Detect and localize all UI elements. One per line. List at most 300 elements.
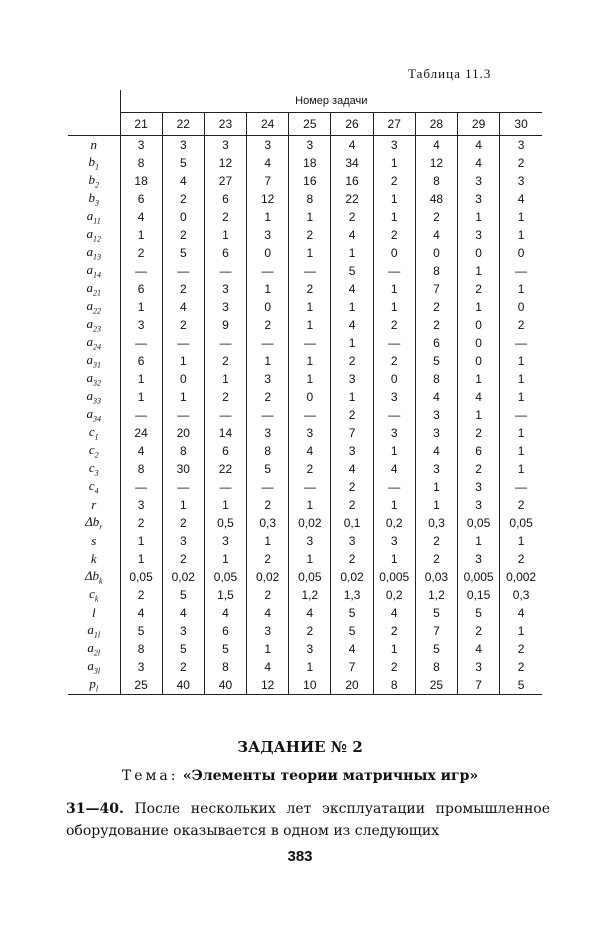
table-cell: 1,5: [204, 586, 246, 604]
table-cell: —: [204, 334, 246, 352]
table-cell: 2: [500, 550, 542, 568]
table-cell: 9: [204, 316, 246, 334]
column-header: 24: [247, 113, 289, 136]
table-cell: 2: [458, 460, 500, 478]
table-cell: 1: [458, 406, 500, 424]
table-cell: 1,2: [289, 586, 331, 604]
table-cell: 0: [247, 298, 289, 316]
table-cell: 1: [373, 640, 415, 658]
table-cell: —: [247, 478, 289, 496]
table-cell: 1: [289, 316, 331, 334]
table-cell: 4: [162, 172, 204, 190]
row-label-subscript: 1l: [93, 630, 101, 640]
table-cell: 1: [120, 370, 162, 388]
table-cell: 3: [373, 532, 415, 550]
row-label-symbol: l: [91, 605, 96, 620]
row-label-symbol: c: [89, 586, 95, 602]
topic-value: «Элементы теории матричных игр»: [182, 768, 479, 784]
table-cell: 1: [247, 352, 289, 370]
table-cell: 2: [162, 550, 204, 568]
table-cell: 2: [458, 424, 500, 442]
table-cell: —: [162, 334, 204, 352]
table-cell: 0,002: [500, 568, 542, 586]
row-label: [68, 676, 120, 695]
table-cell: 2: [120, 244, 162, 262]
table-cell: 0,03: [415, 568, 457, 586]
table-cell: 3: [373, 424, 415, 442]
table-row: [68, 478, 542, 496]
table-row: [68, 262, 542, 280]
row-label-symbol: r: [91, 497, 97, 512]
row-label-subscript: 21: [93, 288, 101, 298]
table-cell: 3: [331, 442, 373, 460]
table-cell: 4: [289, 442, 331, 460]
table-cell: 7: [247, 172, 289, 190]
table-cell: 1: [373, 496, 415, 514]
table-cell: 1: [247, 640, 289, 658]
row-label-symbol: b: [88, 154, 95, 170]
table-cell: 4: [162, 604, 204, 622]
table-row: [68, 388, 542, 406]
table-cell: 5: [120, 622, 162, 640]
table-cell: 5: [331, 604, 373, 622]
table-cell: 0,02: [247, 568, 289, 586]
table-cell: 1: [373, 442, 415, 460]
table-cell: 2: [247, 388, 289, 406]
table-cell: —: [120, 478, 162, 496]
topic-label: Тема:: [121, 768, 179, 784]
table-cell: 14: [204, 424, 246, 442]
row-label-subscript: 2l: [93, 648, 101, 658]
table-cell: 0: [458, 334, 500, 352]
table-cell: 7: [458, 676, 500, 695]
table-cell: 4: [415, 136, 457, 155]
table-cell: 0,02: [331, 568, 373, 586]
table-cell: 8: [120, 460, 162, 478]
table-cell: 2: [331, 406, 373, 424]
table-cell: 27: [204, 172, 246, 190]
table-cell: 1: [500, 622, 542, 640]
column-header: 25: [289, 113, 331, 136]
row-label-subscript: 14: [93, 270, 101, 280]
table-cell: —: [120, 406, 162, 424]
table-cell: 8: [289, 190, 331, 208]
table-cell: 1: [289, 352, 331, 370]
table-cell: 2: [415, 532, 457, 550]
row-label-subscript: k: [94, 594, 99, 604]
table-cell: 1: [331, 334, 373, 352]
row-label-symbol: a: [86, 316, 93, 332]
table-cell: 22: [331, 190, 373, 208]
table-cell: 30: [162, 460, 204, 478]
row-label: [68, 478, 120, 496]
table-cell: 1: [373, 190, 415, 208]
table-cell: 1: [247, 532, 289, 550]
table-cell: 1: [247, 280, 289, 298]
table-cell: 4: [500, 190, 542, 208]
table-cell: 2: [162, 226, 204, 244]
row-label-symbol: b: [88, 190, 95, 206]
table-row: [68, 334, 542, 352]
row-label: [68, 496, 120, 514]
table-cell: 0: [289, 388, 331, 406]
row-label: [68, 568, 120, 586]
table-cell: 0: [458, 352, 500, 370]
table-cell: 7: [331, 658, 373, 676]
table-cell: 1: [120, 388, 162, 406]
table-cell: 2: [204, 352, 246, 370]
table-cell: 2: [373, 316, 415, 334]
row-label-subscript: 3: [95, 198, 99, 208]
table-cell: —: [500, 406, 542, 424]
row-label: [68, 244, 120, 262]
table-cell: 3: [415, 424, 457, 442]
row-label-subscript: 33: [93, 396, 101, 406]
table-row: [68, 226, 542, 244]
table-cell: 40: [162, 676, 204, 695]
row-label-symbol: c: [88, 478, 95, 494]
table-row: [68, 586, 542, 604]
table-cell: 0,05: [458, 514, 500, 532]
table-cell: 5: [162, 244, 204, 262]
table-cell: 1: [204, 226, 246, 244]
row-label-symbol: a: [86, 262, 93, 278]
data-table: [68, 90, 542, 695]
table-cell: 20: [331, 676, 373, 695]
table-cell: 2: [331, 496, 373, 514]
table-cell: 4: [331, 136, 373, 155]
column-header: 21: [120, 113, 162, 136]
table-row: [68, 352, 542, 370]
table-cell: 7: [415, 622, 457, 640]
table-cell: 4: [247, 658, 289, 676]
row-label: [68, 640, 120, 658]
table-cell: 1: [500, 352, 542, 370]
table-cell: 1: [289, 298, 331, 316]
table-cell: 3: [204, 298, 246, 316]
table-row: [68, 442, 542, 460]
table-cell: 1: [247, 208, 289, 226]
table-cell: 4: [120, 442, 162, 460]
table-cell: —: [289, 406, 331, 424]
table-cell: 4: [458, 136, 500, 155]
row-label-subscript: r: [99, 522, 103, 532]
table-cell: 1: [120, 550, 162, 568]
assignment-heading: ЗАДАНИЕ № 2: [237, 738, 363, 756]
table-cell: 2: [458, 280, 500, 298]
row-label-subscript: 13: [93, 252, 101, 262]
table-row: [68, 532, 542, 550]
table-row: [68, 640, 542, 658]
table-cell: 0: [247, 244, 289, 262]
table-cell: 1: [120, 532, 162, 550]
table-cell: 5: [247, 460, 289, 478]
row-label-symbol: a: [87, 640, 94, 656]
row-label-subscript: 22: [93, 306, 101, 316]
table-cell: —: [289, 478, 331, 496]
table-cell: 1: [500, 370, 542, 388]
table-cell: 3: [289, 532, 331, 550]
table-row: [68, 424, 542, 442]
table-cell: 1: [162, 388, 204, 406]
table-cell: —: [373, 334, 415, 352]
table-cell: 6: [415, 334, 457, 352]
table-cell: 6: [204, 190, 246, 208]
table-cell: 16: [289, 172, 331, 190]
table-cell: —: [500, 478, 542, 496]
table-cell: 12: [204, 154, 246, 172]
table-cell: —: [247, 262, 289, 280]
table-cell: —: [373, 406, 415, 424]
table-cell: 6: [204, 622, 246, 640]
table-cell: 0,5: [204, 514, 246, 532]
table-cell: 0,2: [373, 586, 415, 604]
table-cell: 1: [458, 370, 500, 388]
table-cell: 22: [204, 460, 246, 478]
row-label-symbol: a: [86, 280, 93, 296]
table-row: [68, 568, 542, 586]
table-cell: 4: [331, 460, 373, 478]
table-cell: 1: [500, 388, 542, 406]
row-label: [68, 604, 120, 622]
row-label-symbol: a: [87, 622, 94, 638]
table-cell: —: [500, 334, 542, 352]
row-label-subscript: 2: [95, 180, 99, 190]
table-row: [68, 550, 542, 568]
table-cell: 4: [415, 442, 457, 460]
table-cell: 1: [415, 478, 457, 496]
table-cell: 12: [247, 190, 289, 208]
column-header: 29: [458, 113, 500, 136]
table-cell: 1: [289, 496, 331, 514]
table-cell: 1: [500, 460, 542, 478]
row-label-symbol: a: [86, 334, 93, 350]
table-cell: 0,05: [120, 568, 162, 586]
table-cell: 4: [373, 460, 415, 478]
topic-line: [0, 768, 600, 784]
row-label-symbol: a: [86, 370, 93, 386]
table-row: [68, 316, 542, 334]
column-header: 23: [204, 113, 246, 136]
table-cell: 0: [458, 244, 500, 262]
table-cell: 0,005: [458, 568, 500, 586]
table-cell: 1: [500, 442, 542, 460]
table-cell: 3: [331, 370, 373, 388]
table-cell: 3: [162, 136, 204, 155]
table-cell: 4: [247, 154, 289, 172]
table-cell: 1: [373, 154, 415, 172]
table-cell: 1: [120, 226, 162, 244]
table-cell: 3: [331, 532, 373, 550]
table-cell: 48: [415, 190, 457, 208]
table-cell: —: [120, 262, 162, 280]
table-cell: 2: [289, 460, 331, 478]
table-cell: 4: [204, 604, 246, 622]
row-label-symbol: s: [91, 533, 97, 548]
row-label-subscript: 31: [93, 360, 101, 370]
row-label-symbol: a: [86, 226, 93, 242]
table-cell: 3: [120, 496, 162, 514]
table-cell: 3: [204, 136, 246, 155]
column-header: 26: [331, 113, 373, 136]
table-cell: 3: [289, 424, 331, 442]
column-header: 22: [162, 113, 204, 136]
table-cell: 5: [331, 262, 373, 280]
row-label-subscript: l: [95, 684, 99, 694]
table-cell: 0,005: [373, 568, 415, 586]
table-cell: 1: [331, 244, 373, 262]
table-row: [68, 676, 542, 695]
table-cell: 2: [204, 388, 246, 406]
table-cell: 4: [247, 604, 289, 622]
table-row: [68, 190, 542, 208]
row-label-subscript: 1: [95, 162, 99, 172]
row-label: [68, 658, 120, 676]
table-row: [68, 622, 542, 640]
table-cell: 3: [458, 658, 500, 676]
table-cell: 1: [204, 370, 246, 388]
table-cell: 3: [162, 622, 204, 640]
table-cell: 5: [415, 604, 457, 622]
table-cell: 4: [331, 280, 373, 298]
table-caption: Таблица 11.3: [408, 66, 492, 81]
table-cell: 4: [373, 604, 415, 622]
row-label: [68, 370, 120, 388]
row-label: [68, 622, 120, 640]
table-cell: 8: [120, 154, 162, 172]
row-label: [68, 514, 120, 532]
table-cell: 2: [331, 208, 373, 226]
row-label-symbol: a: [86, 244, 93, 260]
table-row: [68, 406, 542, 424]
row-label-subscript: 32: [93, 378, 101, 388]
table-cell: 0,02: [162, 568, 204, 586]
table-cell: —: [204, 478, 246, 496]
table-cell: 0,05: [204, 568, 246, 586]
table-cell: 1: [289, 370, 331, 388]
table-cell: 2: [247, 316, 289, 334]
table-cell: 3: [415, 460, 457, 478]
table-cell: 3: [373, 136, 415, 155]
table-cell: 2: [415, 208, 457, 226]
table-cell: 1: [458, 208, 500, 226]
table-cell: 20: [162, 424, 204, 442]
table-cell: 4: [289, 604, 331, 622]
column-group-header: Номер задачи: [120, 90, 542, 113]
table-cell: 8: [247, 442, 289, 460]
table-cell: 2: [500, 640, 542, 658]
table-cell: 5: [162, 154, 204, 172]
row-label-symbol: c: [88, 424, 95, 440]
table-row: [68, 280, 542, 298]
table-cell: 6: [204, 244, 246, 262]
table-row: [68, 370, 542, 388]
table-corner: [68, 90, 120, 136]
table-cell: 4: [162, 298, 204, 316]
table-cell: —: [247, 334, 289, 352]
table-cell: 2: [373, 658, 415, 676]
table-cell: 18: [289, 154, 331, 172]
row-label: [68, 586, 120, 604]
row-label-subscript: 34: [93, 414, 101, 424]
table-cell: 2: [162, 190, 204, 208]
table-cell: 0,02: [289, 514, 331, 532]
row-label: [68, 208, 120, 226]
table-cell: 2: [289, 622, 331, 640]
table-cell: 0: [162, 208, 204, 226]
table-cell: 4: [415, 226, 457, 244]
table-cell: 1: [415, 496, 457, 514]
table-cell: 1: [458, 532, 500, 550]
table-row: [68, 172, 542, 190]
row-label-symbol: k: [90, 551, 97, 566]
table-cell: 2: [500, 154, 542, 172]
table-cell: 4: [458, 640, 500, 658]
row-label-symbol: a: [86, 208, 94, 224]
row-label: [68, 172, 120, 190]
row-label-subscript: 3: [94, 468, 99, 478]
table-cell: 0,3: [415, 514, 457, 532]
table-cell: —: [162, 262, 204, 280]
table-cell: —: [162, 478, 204, 496]
row-label-subscript: 12: [93, 234, 101, 244]
table-cell: 1,3: [331, 586, 373, 604]
table-cell: 3: [247, 136, 289, 155]
table-cell: —: [162, 406, 204, 424]
table-cell: —: [373, 262, 415, 280]
table-cell: 2: [458, 622, 500, 640]
table-cell: 3: [247, 622, 289, 640]
table-cell: 16: [331, 172, 373, 190]
table-cell: 3: [458, 550, 500, 568]
table-cell: 34: [331, 154, 373, 172]
table-cell: 5: [162, 640, 204, 658]
table-cell: 12: [415, 154, 457, 172]
table-cell: 10: [289, 676, 331, 695]
table-cell: 0,05: [289, 568, 331, 586]
table-cell: 4: [415, 388, 457, 406]
table-cell: 3: [458, 172, 500, 190]
table-cell: 2: [415, 316, 457, 334]
table-cell: 4: [331, 640, 373, 658]
table-cell: 25: [120, 676, 162, 695]
table-cell: —: [289, 262, 331, 280]
table-cell: 1: [162, 352, 204, 370]
table-cell: 3: [500, 172, 542, 190]
row-label-subscript: 23: [93, 324, 101, 334]
row-label-symbol: p: [89, 676, 96, 692]
table-row: [68, 514, 542, 532]
table-cell: 0: [162, 370, 204, 388]
table-cell: 0: [500, 298, 542, 316]
table-cell: 6: [120, 352, 162, 370]
row-label: [68, 442, 120, 460]
table-cell: 5: [415, 352, 457, 370]
row-label: [68, 136, 120, 155]
table-cell: 2: [373, 226, 415, 244]
table-row: [68, 496, 542, 514]
table-cell: 8: [204, 658, 246, 676]
row-label: [68, 334, 120, 352]
table-cell: 1: [289, 550, 331, 568]
table-cell: 5: [415, 640, 457, 658]
row-label: [68, 190, 120, 208]
row-label-symbol: a: [86, 406, 93, 422]
table-cell: 1: [331, 298, 373, 316]
table-cell: 4: [331, 226, 373, 244]
table-cell: 4: [120, 208, 162, 226]
table-cell: 1: [204, 496, 246, 514]
